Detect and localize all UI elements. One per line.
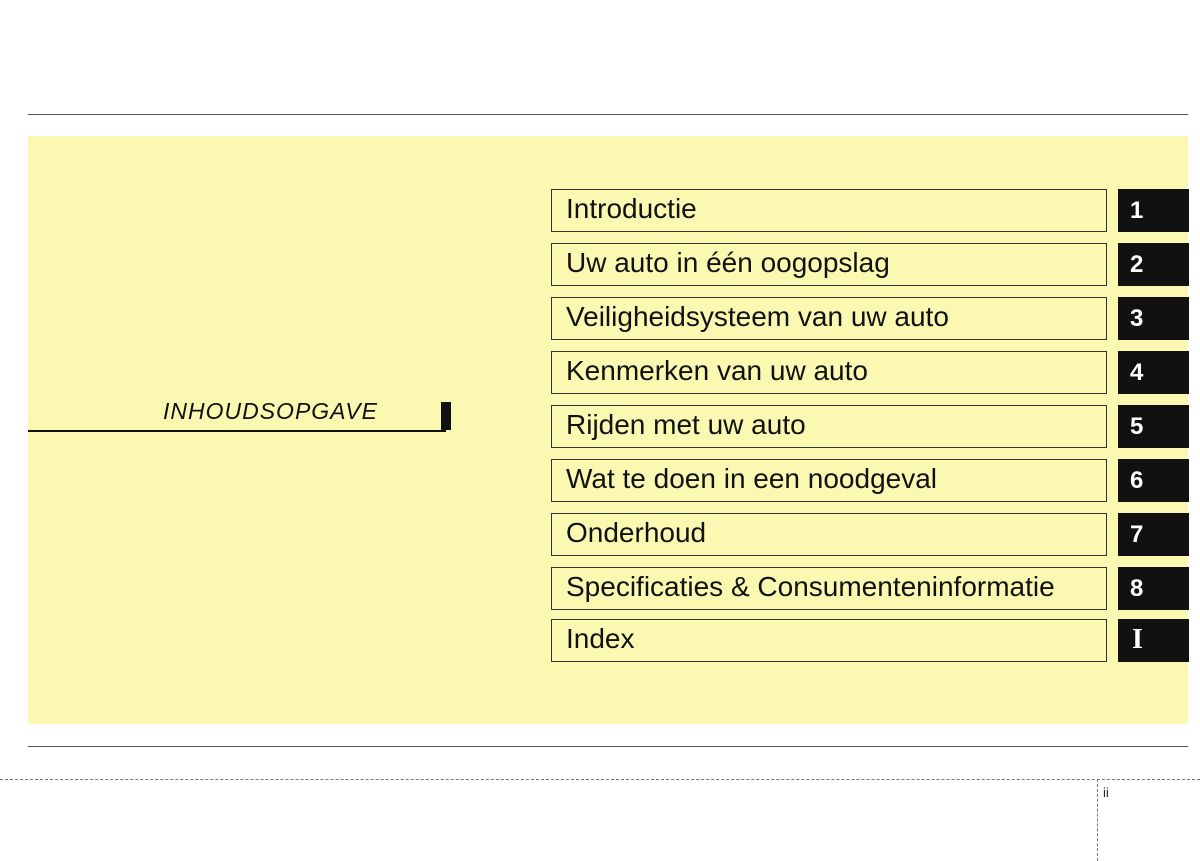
chapter-tab[interactable] xyxy=(1118,619,1189,662)
chapter-number: 4 xyxy=(1130,359,1144,386)
toc-item-introductie[interactable] xyxy=(551,189,1189,232)
toc-item-specifications[interactable] xyxy=(551,567,1189,610)
toc-item-index[interactable] xyxy=(551,619,1189,662)
toc-item-label: Onderhoud xyxy=(566,517,707,548)
toc-item-label: Rijden met uw auto xyxy=(566,409,806,440)
chapter-tab[interactable] xyxy=(1118,297,1189,340)
chapter-number: 7 xyxy=(1130,521,1144,548)
chapter-tab[interactable] xyxy=(1118,243,1189,286)
chapter-number: I xyxy=(1132,624,1143,655)
toc-item-safety[interactable] xyxy=(551,297,1189,340)
footer-cut-line xyxy=(0,779,1200,780)
chapter-number: 6 xyxy=(1130,467,1144,494)
footer-vertical-cut-line xyxy=(1097,779,1098,861)
toc-item-label: Veiligheidsysteem van uw auto xyxy=(566,301,949,332)
toc-item-overview[interactable] xyxy=(551,243,1189,286)
toc-item-box xyxy=(551,297,1107,340)
toc-item-maintenance[interactable] xyxy=(551,513,1189,556)
toc-item-label: Uw auto in één oogopslag xyxy=(566,247,890,278)
chapter-tab[interactable] xyxy=(1118,351,1189,394)
top-divider xyxy=(28,114,1188,115)
chapter-number: 8 xyxy=(1130,575,1144,602)
toc-item-box xyxy=(551,351,1107,394)
chapter-number: 2 xyxy=(1130,251,1144,278)
toc-item-driving[interactable] xyxy=(551,405,1189,448)
chapter-tab[interactable] xyxy=(1118,189,1189,232)
toc-item-box xyxy=(551,243,1107,286)
toc-item-features[interactable] xyxy=(551,351,1189,394)
toc-item-box xyxy=(551,619,1107,662)
toc-item-label: Specificaties & Consumenteninformatie xyxy=(566,571,1055,602)
toc-item-label: Index xyxy=(566,623,635,654)
toc-title-underline xyxy=(28,430,446,432)
toc-item-box xyxy=(551,513,1107,556)
bottom-divider xyxy=(28,746,1188,747)
toc-item-label: Kenmerken van uw auto xyxy=(566,355,868,386)
chapter-tab[interactable] xyxy=(1118,459,1189,502)
toc-item-box xyxy=(551,405,1107,448)
toc-item-emergency[interactable] xyxy=(551,459,1189,502)
toc-item-box xyxy=(551,567,1107,610)
toc-item-label: Wat te doen in een noodgeval xyxy=(566,463,938,494)
chapter-number: 1 xyxy=(1130,197,1144,224)
chapter-number: 5 xyxy=(1130,413,1144,440)
chapter-tab[interactable] xyxy=(1118,513,1189,556)
chapter-tab[interactable] xyxy=(1118,405,1189,448)
page-number: ii xyxy=(1103,785,1109,800)
toc-title: INHOUDSOPGAVE xyxy=(163,398,378,424)
chapter-tab[interactable] xyxy=(1118,567,1189,610)
toc-item-box xyxy=(551,189,1107,232)
chapter-number: 3 xyxy=(1130,305,1144,332)
toc-title-marker xyxy=(441,402,451,430)
toc-item-label: Introductie xyxy=(566,193,697,224)
toc-item-box xyxy=(551,459,1107,502)
